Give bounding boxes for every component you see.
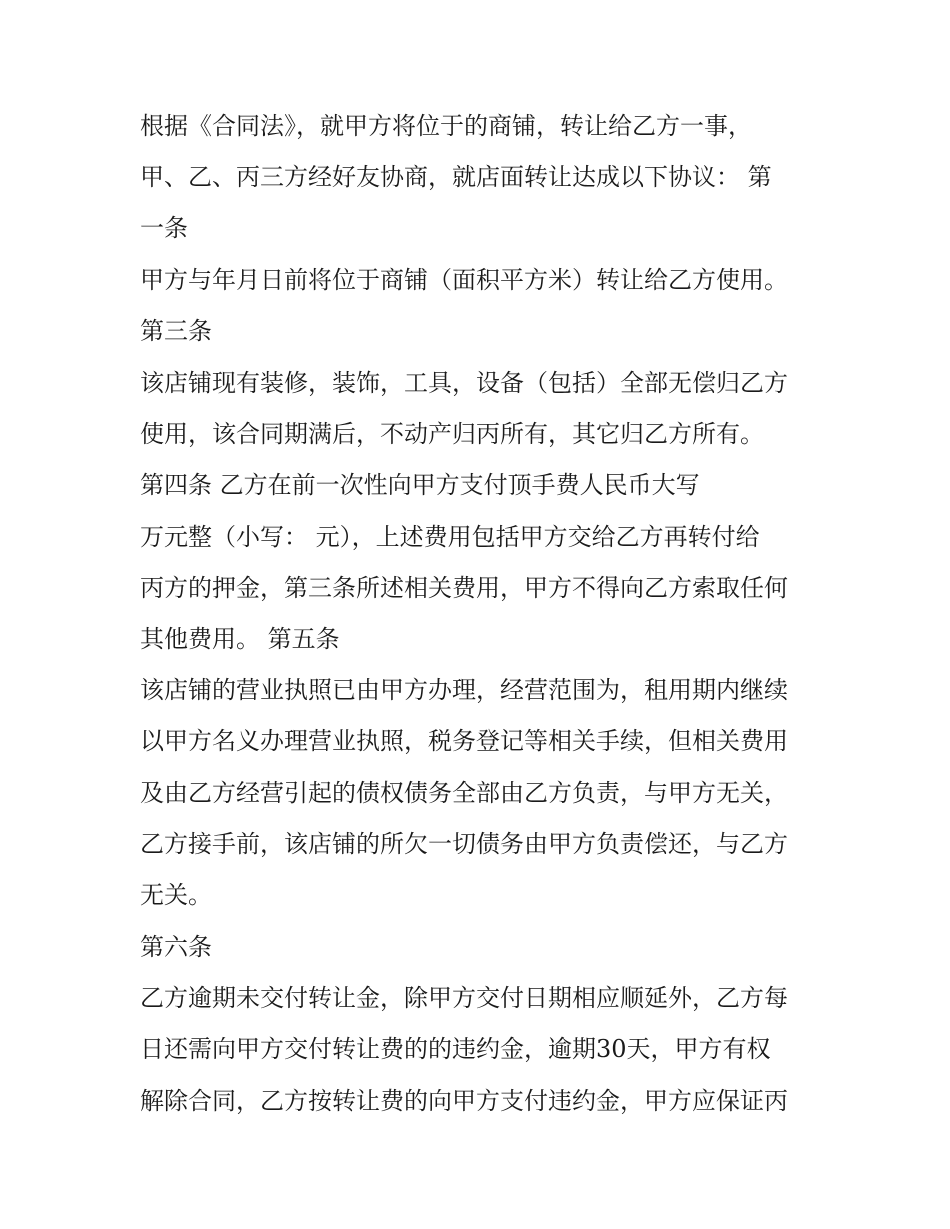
- text-line-16: 无关。: [140, 881, 212, 909]
- text-line-2: 甲、乙、丙三方经好友协商，就店面转让达成以下协议： 第: [140, 163, 772, 191]
- text-line-17: 第六条: [140, 933, 212, 961]
- text-line-1: 根据《合同法》，就甲方将位于的商铺，转让给乙方一事，: [140, 112, 752, 140]
- text-line-4: 甲方与年月日前将位于商铺（面积平方米）转让给乙方使用。: [140, 266, 788, 294]
- text-line-15: 乙方接手前，该店铺的所欠一切债务由甲方负责偿还，与乙方: [140, 830, 788, 858]
- text-line-5: 第三条: [140, 317, 212, 345]
- text-line-10: 丙方的押金，第三条所述相关费用，甲方不得向乙方索取任何: [140, 574, 788, 602]
- text-line-13: 以甲方名义办理营业执照，税务登记等相关手续，但相关费用: [140, 727, 788, 755]
- text-line-20: 解除合同，乙方按转让费的向甲方支付违约金，甲方应保证丙: [140, 1087, 788, 1115]
- text-line-18: 乙方逾期未交付转让金，除甲方交付日期相应顺延外，乙方每: [140, 984, 788, 1012]
- text-line-8: 第四条 乙方在前一次性向甲方支付顶手费人民币大写: [140, 471, 700, 499]
- text-line-11: 其他费用。 第五条: [140, 625, 340, 653]
- text-line-12: 该店铺的营业执照已由甲方办理，经营范围为，租用期内继续: [140, 676, 788, 704]
- text-line-3: 一条: [140, 214, 188, 242]
- text-line-14: 及由乙方经营引起的债权债务全部由乙方负责，与甲方无关，: [140, 779, 788, 807]
- text-line-7: 使用，该合同期满后，不动产归丙所有，其它归乙方所有。: [140, 420, 764, 448]
- text-line-6: 该店铺现有装修，装饰，工具，设备（包括）全部无偿归乙方: [140, 369, 788, 397]
- text-line-19: 日还需向甲方交付转让费的的违约金，逾期30天，甲方有权: [140, 1035, 771, 1063]
- text-line-9: 万元整（小写： 元），上述费用包括甲方交给乙方再转付给: [140, 523, 760, 551]
